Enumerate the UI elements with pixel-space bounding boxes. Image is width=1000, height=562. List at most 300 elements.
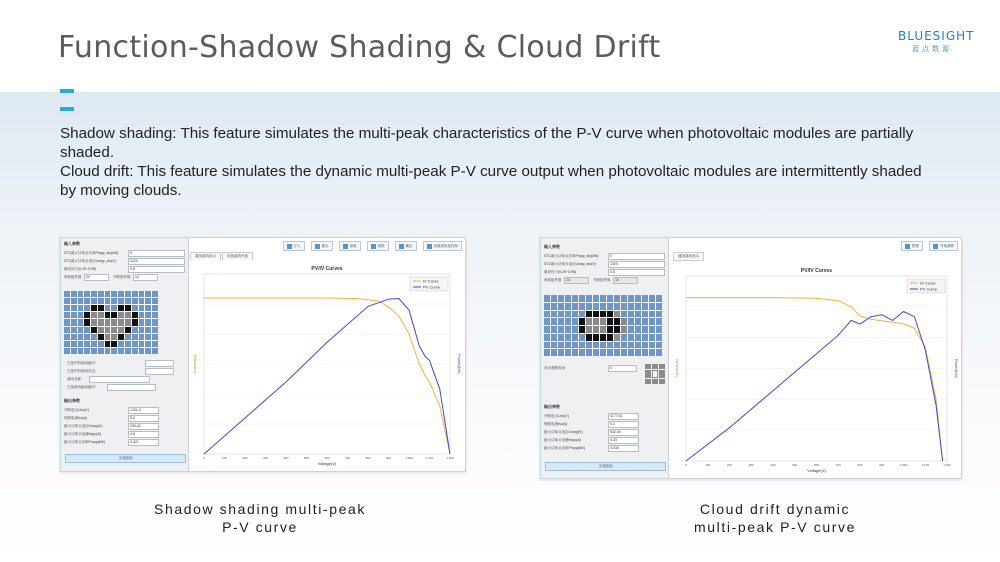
grid-cell[interactable] bbox=[614, 295, 620, 302]
grid-cell[interactable] bbox=[551, 318, 557, 325]
grid-cell[interactable] bbox=[558, 295, 564, 302]
grid-cell[interactable] bbox=[600, 334, 606, 341]
grid-cell[interactable] bbox=[118, 327, 124, 333]
logo-wordmark: BLUESIGHT bbox=[898, 29, 975, 43]
grid-cell[interactable] bbox=[565, 342, 571, 349]
grid-cell[interactable] bbox=[84, 319, 90, 325]
grid-cell[interactable] bbox=[607, 318, 613, 325]
arrow-down-right-button[interactable] bbox=[659, 379, 665, 384]
grid-cell[interactable] bbox=[642, 342, 648, 349]
grid-cell[interactable] bbox=[649, 349, 655, 356]
drift-step-input[interactable]: 5 bbox=[608, 365, 637, 372]
grid-cell[interactable] bbox=[572, 334, 578, 341]
grid-cell[interactable] bbox=[544, 318, 550, 325]
grid-cell[interactable] bbox=[649, 334, 655, 341]
grid-cell[interactable] bbox=[125, 291, 131, 297]
grid-cell[interactable] bbox=[642, 295, 648, 302]
grid-cell[interactable] bbox=[78, 341, 84, 347]
grid-cell[interactable] bbox=[558, 311, 564, 318]
pmpp-input[interactable]: 5 bbox=[128, 250, 185, 257]
grid-cell[interactable] bbox=[152, 348, 158, 354]
start-drift-button[interactable] bbox=[929, 241, 958, 251]
grid-cell[interactable] bbox=[593, 311, 599, 318]
grid-cell[interactable] bbox=[572, 295, 578, 302]
grid-cell[interactable] bbox=[132, 291, 138, 297]
grid-cell[interactable] bbox=[565, 334, 571, 341]
grid-cell[interactable] bbox=[98, 341, 104, 347]
grid-cell[interactable] bbox=[98, 319, 104, 325]
grid-cell[interactable] bbox=[593, 303, 599, 310]
grid-cell[interactable] bbox=[572, 318, 578, 325]
fill-factor-input[interactable]: 0.8 bbox=[128, 266, 185, 273]
grid-cell[interactable] bbox=[551, 334, 557, 341]
grid-cell[interactable] bbox=[621, 349, 627, 356]
grid-cell[interactable] bbox=[614, 318, 620, 325]
fill-factor-input[interactable]: 0.8 bbox=[608, 269, 665, 276]
grid-cell[interactable] bbox=[586, 326, 592, 333]
umpp-input[interactable]: 1000 bbox=[608, 261, 665, 268]
clear-button[interactable] bbox=[367, 241, 389, 251]
grid-cell[interactable] bbox=[111, 348, 117, 354]
grid-cell[interactable] bbox=[628, 303, 634, 310]
grid-cell[interactable] bbox=[64, 312, 70, 318]
grid-cell[interactable] bbox=[105, 327, 111, 333]
grid-cell[interactable] bbox=[71, 341, 77, 347]
grid-cell[interactable] bbox=[125, 327, 131, 333]
grid-cell[interactable] bbox=[118, 341, 124, 347]
grid-cell[interactable] bbox=[558, 303, 564, 310]
grid-cell[interactable] bbox=[71, 298, 77, 304]
grid-cell[interactable] bbox=[628, 326, 634, 333]
grid-cell[interactable] bbox=[64, 305, 70, 311]
grid-cell[interactable] bbox=[145, 305, 151, 311]
grid-cell[interactable] bbox=[649, 318, 655, 325]
grid-cell[interactable] bbox=[544, 326, 550, 333]
grid-cell[interactable] bbox=[635, 303, 641, 310]
load-button[interactable] bbox=[339, 241, 361, 251]
grid-cell[interactable] bbox=[558, 326, 564, 333]
tab-device-curves[interactable]: 设备曲线列表 bbox=[222, 252, 253, 261]
grid-cell[interactable] bbox=[579, 349, 585, 356]
grid-cell[interactable] bbox=[71, 312, 77, 318]
grid-cell[interactable] bbox=[105, 291, 111, 297]
grid-cell[interactable] bbox=[621, 326, 627, 333]
grid-cell[interactable] bbox=[628, 342, 634, 349]
grid-cell[interactable] bbox=[78, 319, 84, 325]
grid-cell[interactable] bbox=[111, 327, 117, 333]
confirm-button[interactable] bbox=[395, 241, 417, 251]
grid-cell[interactable] bbox=[635, 334, 641, 341]
grid-cell[interactable] bbox=[656, 342, 662, 349]
grid-cell[interactable] bbox=[152, 298, 158, 304]
grid-cell[interactable] bbox=[614, 334, 620, 341]
grid-cell[interactable] bbox=[152, 319, 158, 325]
grid-cell[interactable] bbox=[145, 319, 151, 325]
grid-cell[interactable] bbox=[565, 318, 571, 325]
grid-cell[interactable] bbox=[139, 348, 145, 354]
grid-cell[interactable] bbox=[125, 305, 131, 311]
grid-cell[interactable] bbox=[98, 312, 104, 318]
grid-cell[interactable] bbox=[111, 319, 117, 325]
grid-cell[interactable] bbox=[78, 327, 84, 333]
grid-cell[interactable] bbox=[125, 319, 131, 325]
grid-cell[interactable] bbox=[132, 298, 138, 304]
grid-cell[interactable] bbox=[152, 327, 158, 333]
grid-cell[interactable] bbox=[558, 342, 564, 349]
grid-cell[interactable] bbox=[586, 342, 592, 349]
grid-cell[interactable] bbox=[551, 303, 557, 310]
grid-cell[interactable] bbox=[593, 326, 599, 333]
grid-cell[interactable] bbox=[635, 349, 641, 356]
grid-cell[interactable] bbox=[84, 298, 90, 304]
grid-cell[interactable] bbox=[98, 327, 104, 333]
grid-cell[interactable] bbox=[642, 318, 648, 325]
grid-cell[interactable] bbox=[607, 326, 613, 333]
grid-cell[interactable] bbox=[84, 341, 90, 347]
grid-cell[interactable] bbox=[118, 334, 124, 340]
grid-cell[interactable] bbox=[586, 311, 592, 318]
pause-button[interactable] bbox=[901, 241, 923, 251]
grid-cell[interactable] bbox=[600, 311, 606, 318]
grid-cell[interactable] bbox=[565, 295, 571, 302]
grid-cell[interactable] bbox=[145, 291, 151, 297]
grid-cell[interactable] bbox=[132, 327, 138, 333]
grid-cell[interactable] bbox=[621, 342, 627, 349]
grid-cell[interactable] bbox=[111, 334, 117, 340]
grid-cell[interactable] bbox=[642, 334, 648, 341]
grid-cell[interactable] bbox=[642, 326, 648, 333]
grid-cell[interactable] bbox=[565, 326, 571, 333]
grid-cell[interactable] bbox=[111, 341, 117, 347]
grid-cell[interactable] bbox=[593, 295, 599, 302]
grid-cell[interactable] bbox=[145, 334, 151, 340]
grid-cell[interactable] bbox=[64, 319, 70, 325]
grid-cell[interactable] bbox=[593, 334, 599, 341]
grid-cell[interactable] bbox=[607, 311, 613, 318]
grid-cell[interactable] bbox=[593, 349, 599, 356]
grid-cell[interactable] bbox=[132, 348, 138, 354]
grid-cell[interactable] bbox=[91, 341, 97, 347]
grid-cell[interactable] bbox=[551, 349, 557, 356]
grid-cell[interactable] bbox=[111, 305, 117, 311]
arrow-left-button[interactable] bbox=[645, 370, 651, 377]
grid-cell[interactable] bbox=[152, 305, 158, 311]
grid-cell[interactable] bbox=[649, 326, 655, 333]
grid-cell[interactable] bbox=[105, 348, 111, 354]
parallel-select[interactable]: 10 bbox=[613, 277, 638, 284]
grid-cell[interactable] bbox=[635, 342, 641, 349]
grid-cell[interactable] bbox=[139, 334, 145, 340]
grid-cell[interactable] bbox=[125, 298, 131, 304]
grid-cell[interactable] bbox=[600, 295, 606, 302]
grid-cell[interactable] bbox=[139, 305, 145, 311]
grid-cell[interactable] bbox=[111, 291, 117, 297]
grid-cell[interactable] bbox=[71, 334, 77, 340]
grid-cell[interactable] bbox=[105, 319, 111, 325]
grid-cell[interactable] bbox=[105, 312, 111, 318]
grid-cell[interactable] bbox=[98, 298, 104, 304]
grid-cell[interactable] bbox=[614, 349, 620, 356]
grid-cell[interactable] bbox=[139, 319, 145, 325]
arrow-right-button[interactable] bbox=[659, 370, 665, 377]
grid-cell[interactable] bbox=[614, 326, 620, 333]
grid-cell[interactable] bbox=[642, 303, 648, 310]
grid-cell[interactable] bbox=[656, 295, 662, 302]
grid-cell[interactable] bbox=[91, 327, 97, 333]
grid-cell[interactable] bbox=[544, 342, 550, 349]
grid-cell[interactable] bbox=[607, 295, 613, 302]
grid-cell[interactable] bbox=[125, 334, 131, 340]
grid-cell[interactable] bbox=[649, 295, 655, 302]
grid-cell[interactable] bbox=[614, 311, 620, 318]
grid-cell[interactable] bbox=[579, 342, 585, 349]
grid-cell[interactable] bbox=[98, 305, 104, 311]
grid-cell[interactable] bbox=[152, 312, 158, 318]
grid-cell[interactable] bbox=[145, 298, 151, 304]
grid-cell[interactable] bbox=[105, 334, 111, 340]
arrow-up-left-button[interactable] bbox=[645, 364, 651, 369]
grid-cell[interactable] bbox=[78, 298, 84, 304]
grid-cell[interactable] bbox=[91, 291, 97, 297]
grid-cell[interactable] bbox=[649, 303, 655, 310]
grid-cell[interactable] bbox=[145, 312, 151, 318]
grid-cell[interactable] bbox=[586, 349, 592, 356]
write-button[interactable] bbox=[283, 241, 305, 251]
grid-cell[interactable] bbox=[544, 311, 550, 318]
grid-cell[interactable] bbox=[84, 305, 90, 311]
grid-cell[interactable] bbox=[139, 327, 145, 333]
grid-cell[interactable] bbox=[125, 312, 131, 318]
shading-grid[interactable] bbox=[64, 291, 158, 354]
grid-cell[interactable] bbox=[628, 349, 634, 356]
grid-cell[interactable] bbox=[551, 311, 557, 318]
device-control-button[interactable] bbox=[423, 241, 463, 251]
arrow-up-right-button[interactable] bbox=[659, 364, 665, 369]
grid-cell[interactable] bbox=[64, 341, 70, 347]
grid-cell[interactable] bbox=[118, 305, 124, 311]
grid-cell[interactable] bbox=[607, 334, 613, 341]
grid-cell[interactable] bbox=[91, 319, 97, 325]
grid-cell[interactable] bbox=[642, 349, 648, 356]
pmpp-input[interactable]: 5 bbox=[608, 253, 665, 260]
grid-cell[interactable] bbox=[614, 303, 620, 310]
grid-cell[interactable] bbox=[572, 303, 578, 310]
grid-cell[interactable] bbox=[78, 305, 84, 311]
grid-cell[interactable] bbox=[145, 348, 151, 354]
grid-cell[interactable] bbox=[593, 342, 599, 349]
grid-cell[interactable] bbox=[551, 295, 557, 302]
grid-cell[interactable] bbox=[84, 291, 90, 297]
grid-cell[interactable] bbox=[656, 318, 662, 325]
arrow-down-left-button[interactable] bbox=[645, 379, 651, 384]
grid-cell[interactable] bbox=[565, 349, 571, 356]
grid-cell[interactable] bbox=[649, 342, 655, 349]
grid-cell[interactable] bbox=[71, 348, 77, 354]
arrow-down-button[interactable] bbox=[652, 379, 658, 384]
center-button[interactable] bbox=[652, 370, 658, 377]
grid-cell[interactable] bbox=[152, 291, 158, 297]
grid-cell[interactable] bbox=[600, 342, 606, 349]
grid-cell[interactable] bbox=[635, 318, 641, 325]
umpp-input[interactable]: 1020 bbox=[128, 258, 185, 265]
grid-cell[interactable] bbox=[628, 295, 634, 302]
tab-general-curve[interactable]: 通用曲线视示 bbox=[190, 252, 221, 261]
grid-cell[interactable] bbox=[118, 348, 124, 354]
grid-cell[interactable] bbox=[105, 341, 111, 347]
grid-cell[interactable] bbox=[551, 342, 557, 349]
output-row bbox=[64, 415, 185, 422]
grid-cell[interactable] bbox=[565, 311, 571, 318]
arrow-up-button[interactable] bbox=[652, 364, 658, 369]
grid-cell[interactable] bbox=[132, 312, 138, 318]
grid-cell[interactable] bbox=[139, 298, 145, 304]
grid-cell[interactable] bbox=[64, 298, 70, 304]
grid-cell[interactable] bbox=[98, 291, 104, 297]
grid-cell[interactable] bbox=[64, 291, 70, 297]
grid-cell[interactable] bbox=[656, 326, 662, 333]
grid-cell[interactable] bbox=[118, 319, 124, 325]
grid-cell[interactable] bbox=[84, 334, 90, 340]
grid-cell[interactable] bbox=[125, 341, 131, 347]
grid-cell[interactable] bbox=[656, 349, 662, 356]
grid-cell[interactable] bbox=[132, 305, 138, 311]
grid-cell[interactable] bbox=[152, 341, 158, 347]
grid-cell[interactable] bbox=[544, 349, 550, 356]
grid-cell[interactable] bbox=[600, 303, 606, 310]
grid-cell[interactable] bbox=[71, 319, 77, 325]
tab-general-curve[interactable]: 通用曲线视示 bbox=[673, 252, 704, 261]
grid-cell[interactable] bbox=[64, 334, 70, 340]
grid-cell[interactable] bbox=[84, 348, 90, 354]
grid-cell[interactable] bbox=[572, 326, 578, 333]
grid-cell[interactable] bbox=[145, 341, 151, 347]
grid-cell[interactable] bbox=[91, 298, 97, 304]
grid-cell[interactable] bbox=[621, 303, 627, 310]
grid-cell[interactable] bbox=[139, 291, 145, 297]
grid-cell[interactable] bbox=[586, 334, 592, 341]
grid-cell[interactable] bbox=[118, 291, 124, 297]
grid-cell[interactable] bbox=[621, 318, 627, 325]
grid-cell[interactable] bbox=[84, 312, 90, 318]
parallel-select[interactable]: 10 bbox=[133, 274, 158, 281]
grid-cell[interactable] bbox=[91, 334, 97, 340]
grid-cell[interactable] bbox=[628, 334, 634, 341]
grid-cell[interactable] bbox=[132, 334, 138, 340]
grid-cell[interactable] bbox=[635, 311, 641, 318]
grid-cell[interactable] bbox=[78, 291, 84, 297]
grid-cell[interactable] bbox=[586, 295, 592, 302]
grid-cell[interactable] bbox=[635, 295, 641, 302]
grid-cell[interactable] bbox=[628, 318, 634, 325]
grid-cell[interactable] bbox=[145, 327, 151, 333]
grid-cell[interactable] bbox=[544, 295, 550, 302]
series-select[interactable]: 20 bbox=[84, 274, 109, 281]
grid-cell[interactable] bbox=[111, 312, 117, 318]
grid-cell[interactable] bbox=[152, 334, 158, 340]
grid-cell[interactable] bbox=[579, 303, 585, 310]
cloud-grid[interactable] bbox=[544, 295, 662, 356]
grid-cell[interactable] bbox=[84, 327, 90, 333]
grid-cell[interactable] bbox=[98, 348, 104, 354]
grid-cell[interactable] bbox=[71, 327, 77, 333]
grid-cell[interactable] bbox=[544, 303, 550, 310]
grid-cell[interactable] bbox=[600, 318, 606, 325]
grid-cell[interactable] bbox=[621, 334, 627, 341]
grid-cell[interactable] bbox=[132, 341, 138, 347]
grid-cell[interactable] bbox=[607, 303, 613, 310]
grid-cell[interactable] bbox=[78, 312, 84, 318]
grid-cell[interactable] bbox=[118, 298, 124, 304]
grid-cell[interactable] bbox=[642, 311, 648, 318]
grid-cell[interactable] bbox=[579, 318, 585, 325]
grid-cell[interactable] bbox=[614, 342, 620, 349]
grid-cell[interactable] bbox=[572, 349, 578, 356]
grid-cell[interactable] bbox=[98, 334, 104, 340]
grid-cell[interactable] bbox=[139, 341, 145, 347]
grid-cell[interactable] bbox=[656, 334, 662, 341]
grid-cell[interactable] bbox=[91, 305, 97, 311]
grid-cell[interactable] bbox=[544, 334, 550, 341]
export-button[interactable] bbox=[311, 241, 333, 251]
grid-cell[interactable] bbox=[593, 318, 599, 325]
grid-cell[interactable] bbox=[132, 319, 138, 325]
grid-cell[interactable] bbox=[600, 326, 606, 333]
grid-cell[interactable] bbox=[579, 326, 585, 333]
grid-cell[interactable] bbox=[628, 311, 634, 318]
grid-cell[interactable] bbox=[572, 342, 578, 349]
grid-cell[interactable] bbox=[118, 312, 124, 318]
grid-cell[interactable] bbox=[78, 348, 84, 354]
grid-cell[interactable] bbox=[111, 298, 117, 304]
grid-cell[interactable] bbox=[586, 303, 592, 310]
grid-cell[interactable] bbox=[656, 311, 662, 318]
grid-cell[interactable] bbox=[579, 295, 585, 302]
grid-cell[interactable] bbox=[558, 349, 564, 356]
grid-cell[interactable] bbox=[621, 311, 627, 318]
grid-cell[interactable] bbox=[71, 305, 77, 311]
series-select[interactable]: 20 bbox=[564, 277, 589, 284]
grid-cell[interactable] bbox=[607, 349, 613, 356]
grid-cell[interactable] bbox=[71, 291, 77, 297]
grid-cell[interactable] bbox=[579, 311, 585, 318]
grid-cell[interactable] bbox=[572, 311, 578, 318]
grid-cell[interactable] bbox=[586, 318, 592, 325]
grid-cell[interactable] bbox=[635, 326, 641, 333]
grid-cell[interactable] bbox=[656, 303, 662, 310]
grid-cell[interactable] bbox=[64, 348, 70, 354]
grid-cell[interactable] bbox=[105, 305, 111, 311]
grid-cell[interactable] bbox=[558, 334, 564, 341]
curve-name-field[interactable] bbox=[89, 376, 150, 383]
grid-cell[interactable] bbox=[607, 342, 613, 349]
grid-cell[interactable] bbox=[551, 326, 557, 333]
grid-cell[interactable] bbox=[91, 312, 97, 318]
grid-cell[interactable] bbox=[105, 298, 111, 304]
grid-cell[interactable] bbox=[649, 311, 655, 318]
grid-cell[interactable] bbox=[139, 312, 145, 318]
grid-cell[interactable] bbox=[565, 303, 571, 310]
grid-cell[interactable] bbox=[91, 348, 97, 354]
generate-curve-button[interactable]: 生成曲线 bbox=[545, 462, 666, 471]
grid-cell[interactable] bbox=[64, 327, 70, 333]
grid-cell[interactable] bbox=[558, 318, 564, 325]
grid-cell[interactable] bbox=[579, 334, 585, 341]
generate-curve-button[interactable]: 生成曲线 bbox=[65, 454, 186, 463]
grid-cell[interactable] bbox=[125, 348, 131, 354]
grid-cell[interactable] bbox=[621, 295, 627, 302]
grid-cell[interactable] bbox=[78, 334, 84, 340]
grid-cell[interactable] bbox=[600, 349, 606, 356]
